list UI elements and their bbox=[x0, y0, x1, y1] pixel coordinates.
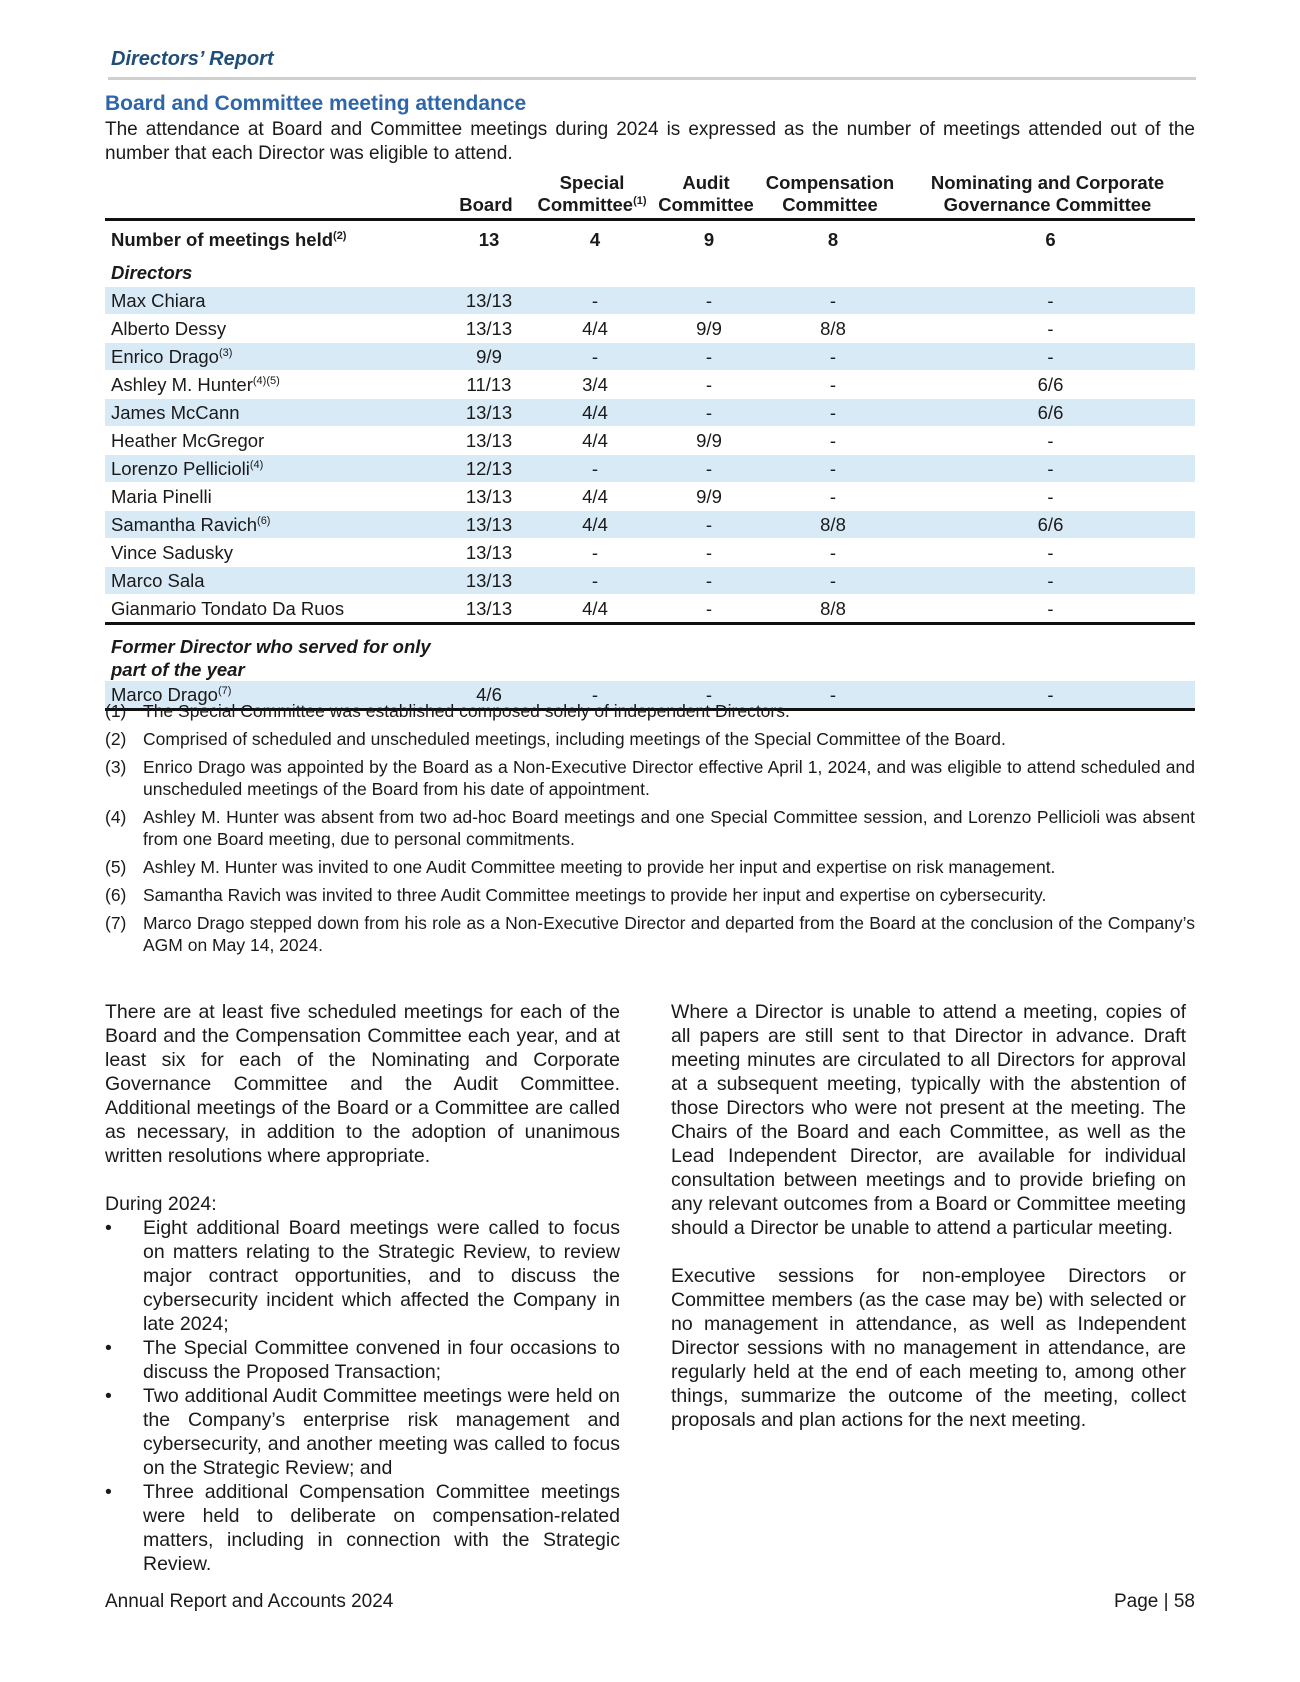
director-name: Vince Sadusky bbox=[105, 539, 440, 567]
footnotes bbox=[105, 700, 1195, 962]
section-title: Board and Committee meeting attendance bbox=[105, 92, 527, 115]
attendance-compensation: - bbox=[760, 343, 900, 371]
attendance-nominating: - bbox=[900, 567, 1195, 595]
meetings-held-row bbox=[105, 220, 1195, 260]
attendance-audit: - bbox=[652, 287, 760, 315]
attendance-board: 13/13 bbox=[440, 595, 532, 624]
directors-group-label: Directors bbox=[111, 262, 193, 283]
attendance-special: 4/4 bbox=[532, 315, 652, 343]
director-row bbox=[105, 483, 1195, 511]
footnote-number: (7) bbox=[105, 913, 127, 933]
director-name: Gianmario Tondato Da Ruos bbox=[105, 595, 440, 624]
attendance-special: - bbox=[532, 567, 652, 595]
director-name: James McCann bbox=[105, 399, 440, 427]
director-row bbox=[105, 371, 1195, 399]
bullet-list bbox=[105, 1216, 620, 1576]
footnote-text: Comprised of scheduled and unscheduled meetings, including meetings of the Special Committee of the Board. bbox=[143, 729, 1006, 749]
attendance-compensation: - bbox=[760, 287, 900, 315]
bullet-icon: • bbox=[105, 1217, 112, 1239]
footnote bbox=[105, 912, 1195, 956]
attendance-audit: 9/9 bbox=[652, 427, 760, 455]
footnote-number: (5) bbox=[105, 857, 127, 877]
footnote bbox=[105, 700, 1195, 722]
director-name: Alberto Dessy bbox=[105, 315, 440, 343]
director-row bbox=[105, 595, 1195, 624]
directors-group-row bbox=[105, 259, 1195, 287]
header-nominating-committee: Nominating and Corporate Governance Committee bbox=[900, 172, 1195, 220]
footnote-text: Ashley M. Hunter was invited to one Audit Committee meeting to provide her input and expertise on risk management. bbox=[143, 857, 1056, 877]
attendance-board: 13/13 bbox=[440, 399, 532, 427]
list-item bbox=[105, 1336, 620, 1384]
director-row bbox=[105, 399, 1195, 427]
attendance-board: 13/13 bbox=[440, 483, 532, 511]
attendance-special: - bbox=[532, 343, 652, 371]
attendance-special: 4/4 bbox=[532, 511, 652, 539]
held-audit: 9 bbox=[703, 229, 715, 250]
former-director-group-row bbox=[105, 624, 1195, 682]
list-item bbox=[105, 1216, 620, 1336]
attendance-compensation: 8/8 bbox=[760, 315, 900, 343]
footer-title: Annual Report and Accounts 2024 bbox=[105, 1591, 394, 1612]
former-director-group-label: Former Director who served for only part of the year bbox=[111, 636, 431, 680]
footnote-text: Samantha Ravich was invited to three Audit Committee meetings to provide her input and expertise on cybersecurity. bbox=[143, 885, 1047, 905]
attendance-board: 13/13 bbox=[440, 567, 532, 595]
attendance-special: - bbox=[532, 539, 652, 567]
director-name: Ashley M. Hunter$^{(4)(5)}$ bbox=[105, 371, 440, 399]
director-row bbox=[105, 567, 1195, 595]
footnote-text: Enrico Drago was appointed by the Board as a Non-Executive Director effective April 1, 2024, and was eligible to attend scheduled and unscheduled meetings of the Board from his date of appointment. bbox=[143, 757, 1195, 799]
footnote-number: (3) bbox=[105, 757, 127, 777]
attendance-nominating: - bbox=[900, 539, 1195, 567]
attendance-board: 13/13 bbox=[440, 315, 532, 343]
director-name: Heather McGregor bbox=[105, 427, 440, 455]
attendance-board: 11/13 bbox=[440, 371, 532, 399]
attendance-nominating: - bbox=[900, 427, 1195, 455]
left-column bbox=[105, 1000, 620, 1576]
held-board: 13 bbox=[478, 229, 500, 250]
bullet-text: Two additional Audit Committee meetings were held on the Company’s enterprise risk management and cybersecurity, and another meeting was called to focus on the Strategic Review; and bbox=[143, 1385, 620, 1479]
attendance-special: - bbox=[532, 287, 652, 315]
director-name: Lorenzo Pellicioli$^{(4)}$ bbox=[105, 455, 440, 483]
footnote bbox=[105, 728, 1195, 750]
attendance-nominating: - bbox=[900, 681, 1195, 710]
attendance-board: 12/13 bbox=[440, 455, 532, 483]
intro-paragraph: The attendance at Board and Committee meetings during 2024 is expressed as the number of meetings attended out of the number that each Director was eligible to attend. bbox=[105, 119, 1195, 164]
attendance-audit: - bbox=[652, 681, 760, 710]
header-audit-committee: Audit Committee bbox=[652, 172, 760, 220]
bullet-icon: • bbox=[105, 1385, 112, 1407]
director-name: Marco Sala bbox=[105, 567, 440, 595]
attendance-board: 13/13 bbox=[440, 539, 532, 567]
director-row bbox=[105, 455, 1195, 483]
attendance-audit: - bbox=[652, 567, 760, 595]
attendance-nominating: - bbox=[900, 343, 1195, 371]
header-rule bbox=[108, 77, 1196, 80]
attendance-table bbox=[105, 172, 1195, 711]
director-row bbox=[105, 539, 1195, 567]
bullet-text: Eight additional Board meetings were called to focus on matters relating to the Strategic Review, to review major contract opportunities, and to discuss the cybersecurity incident which affected the Company in late 2024; bbox=[143, 1217, 620, 1335]
attendance-audit: - bbox=[652, 595, 760, 624]
attendance-board: 9/9 bbox=[440, 343, 532, 371]
attendance-compensation: - bbox=[760, 567, 900, 595]
footnote-number: (6) bbox=[105, 885, 127, 905]
director-name: Max Chiara bbox=[105, 287, 440, 315]
attendance-nominating: - bbox=[900, 595, 1195, 624]
attendance-special: 4/4 bbox=[532, 483, 652, 511]
director-row bbox=[105, 315, 1195, 343]
attendance-special: 4/4 bbox=[532, 399, 652, 427]
attendance-special: - bbox=[532, 455, 652, 483]
attendance-audit: - bbox=[652, 455, 760, 483]
held-compensation: 8 bbox=[827, 229, 839, 250]
attendance-compensation: 8/8 bbox=[760, 595, 900, 624]
footer-page-number: Page | 58 bbox=[1113, 1591, 1195, 1612]
footnote-text: Ashley M. Hunter was absent from two ad-hoc Board meetings and one Special Committee session, and Lorenzo Pellicioli was absent from one Board meeting, due to personal commitments. bbox=[143, 807, 1195, 849]
attendance-compensation: - bbox=[760, 455, 900, 483]
attendance-nominating: 6/6 bbox=[900, 511, 1195, 539]
attendance-compensation: - bbox=[760, 399, 900, 427]
attendance-audit: 9/9 bbox=[652, 483, 760, 511]
bullet-icon: • bbox=[105, 1337, 112, 1359]
attendance-compensation: - bbox=[760, 427, 900, 455]
attendance-audit: - bbox=[652, 343, 760, 371]
attendance-audit: - bbox=[652, 371, 760, 399]
bullet-text: Three additional Compensation Committee meetings were held to deliberate on compensation-related matters, including in connection with the Strategic Review. bbox=[143, 1481, 620, 1575]
attendance-audit: - bbox=[652, 511, 760, 539]
meetings-held-label: Number of meetings held$^{(2)}$ bbox=[111, 229, 347, 250]
right-paragraph-2: Executive sessions for non-employee Directors or Committee members (as the case may be) with selected or no management in attendance, as well as Independent Director sessions with no management in attendance, are regularly held at the end of each meeting to, among other things, summarize the outcome of the meeting, collect proposals and plan actions for the next meeting. bbox=[671, 1265, 1186, 1431]
attendance-compensation: - bbox=[760, 539, 900, 567]
footnote bbox=[105, 884, 1195, 906]
attendance-audit: - bbox=[652, 539, 760, 567]
director-row bbox=[105, 511, 1195, 539]
attendance-compensation: - bbox=[760, 371, 900, 399]
director-row bbox=[105, 343, 1195, 371]
director-row bbox=[105, 427, 1195, 455]
director-name: Enrico Drago$^{(3)}$ bbox=[105, 343, 440, 371]
attendance-nominating: - bbox=[900, 455, 1195, 483]
right-column bbox=[671, 1000, 1186, 1456]
attendance-compensation: - bbox=[760, 681, 900, 710]
director-row bbox=[105, 287, 1195, 315]
left-paragraph: There are at least five scheduled meetings for each of the Board and the Compensation Committee each year, and at least six for each of the Nominating and Corporate Governance Committee and the Audit Committee. Additional meetings of the Board or a Committee are called as necessary, in addition to the adoption of unanimous written resolutions where appropriate. bbox=[105, 1001, 620, 1167]
header-compensation-committee: Compensation Committee bbox=[760, 172, 900, 220]
header-blank bbox=[105, 172, 440, 220]
bullet-icon: • bbox=[105, 1481, 112, 1503]
list-item bbox=[105, 1384, 620, 1480]
attendance-compensation: - bbox=[760, 483, 900, 511]
footnote bbox=[105, 756, 1195, 800]
right-paragraph-1: Where a Director is unable to attend a meeting, copies of all papers are still sent to that Director in advance. Draft meeting minutes are circulated to all Directors for approval at a subsequent meeting, typically with the abstention of those Directors who were not present at the meeting. The Chairs of the Board and each Committee, as well as the Lead Independent Director, are available for individual consultation between meetings and to provide briefing on any relevant outcomes from a Board or Committee meeting should a Director be unable to attend a particular meeting. bbox=[671, 1001, 1186, 1239]
attendance-nominating: 6/6 bbox=[900, 399, 1195, 427]
footnote bbox=[105, 806, 1195, 850]
attendance-compensation: 8/8 bbox=[760, 511, 900, 539]
footnote-text: The Special Committee was established composed solely of independent Directors. bbox=[143, 701, 790, 721]
footnote-number: (4) bbox=[105, 807, 127, 827]
table-header-row bbox=[105, 172, 1195, 220]
attendance-audit: - bbox=[652, 399, 760, 427]
header-special-committee: Special Committee$^{(1)}$ bbox=[532, 172, 652, 220]
header-board: Board bbox=[440, 172, 532, 220]
bullet-text: The Special Committee convened in four occasions to discuss the Proposed Transaction; bbox=[143, 1337, 620, 1383]
director-name: Marco Drago$^{(7)}$ bbox=[105, 681, 440, 710]
attendance-nominating: - bbox=[900, 483, 1195, 511]
attendance-special: 4/4 bbox=[532, 427, 652, 455]
held-special: 4 bbox=[589, 229, 601, 250]
footnote bbox=[105, 856, 1195, 878]
attendance-nominating: - bbox=[900, 315, 1195, 343]
footnote-text: Marco Drago stepped down from his role as a Non-Executive Director and departed from the Board at the conclusion of the Company’s AGM on May 14, 2024. bbox=[143, 913, 1195, 955]
attendance-board: 13/13 bbox=[440, 287, 532, 315]
attendance-audit: 9/9 bbox=[652, 315, 760, 343]
running-head: Directors’ Report bbox=[111, 48, 274, 70]
attendance-board: 13/13 bbox=[440, 511, 532, 539]
attendance-nominating: 6/6 bbox=[900, 371, 1195, 399]
attendance-board: 13/13 bbox=[440, 427, 532, 455]
footnote-number: (1) bbox=[105, 701, 127, 721]
attendance-special: 4/4 bbox=[532, 595, 652, 624]
director-name: Maria Pinelli bbox=[105, 483, 440, 511]
director-name: Samantha Ravich$^{(6)}$ bbox=[105, 511, 440, 539]
attendance-special: - bbox=[532, 681, 652, 710]
attendance-board: 4/6 bbox=[440, 681, 532, 710]
attendance-nominating: - bbox=[900, 287, 1195, 315]
list-item bbox=[105, 1480, 620, 1576]
attendance-special: 3/4 bbox=[532, 371, 652, 399]
held-nominating: 6 bbox=[1045, 229, 1056, 250]
during-label: During 2024: bbox=[105, 1193, 217, 1215]
footnote-number: (2) bbox=[105, 729, 127, 749]
